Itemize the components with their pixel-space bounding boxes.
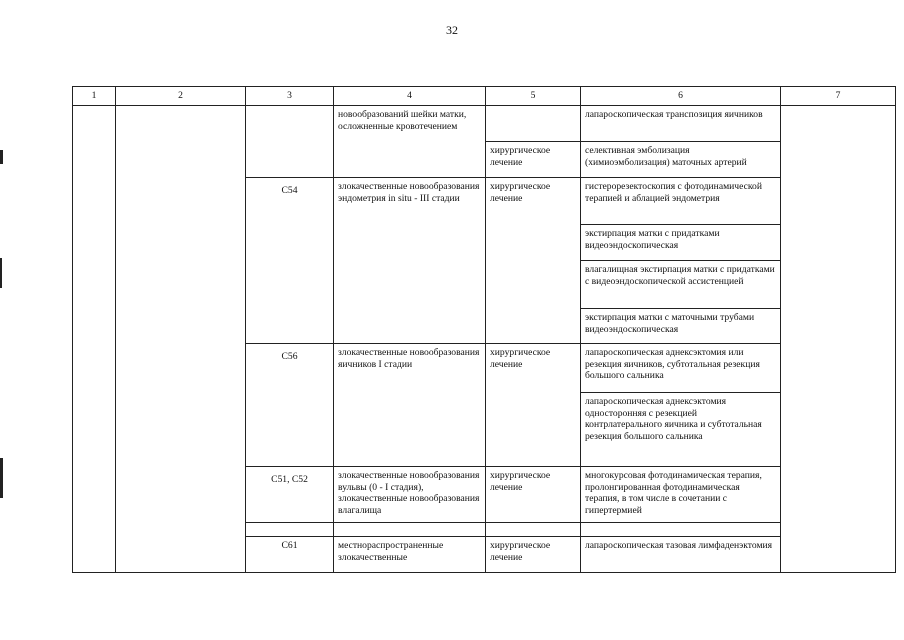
diagnosis-cell: злокачественные новообразования вульвы (0 - I стадия), злокачественные новообразования влагалища (334, 467, 486, 523)
column-header: 7 (781, 87, 896, 106)
treatment-cell: хирургическое лечение (486, 344, 581, 467)
method-cell: экстирпация матки с маточными трубами видеоэндоскопическая (581, 309, 781, 344)
icd-code-cell (246, 106, 334, 178)
scan-edge-mark (0, 150, 3, 164)
scan-edge-mark (0, 258, 2, 288)
diagnosis-cell-empty (334, 523, 486, 537)
icd-code-cell: C54 (246, 178, 334, 344)
scan-edge-mark (0, 458, 3, 498)
column-header: 6 (581, 87, 781, 106)
method-cell: экстирпация матки с придатками видеоэндоскопическая (581, 225, 781, 261)
method-cell: гистерорезектоскопия с фотодинамической терапией и аблацией эндометрия (581, 178, 781, 225)
icd-code-cell: C51, C52 (246, 467, 334, 523)
page-number: 32 (446, 23, 458, 37)
treatment-cell: хирургическое лечение (486, 467, 581, 523)
diagnosis-cell: злокачественные новообразования яичников I стадии (334, 344, 486, 467)
method-cell: влагалищная экстирпация матки с придатками с видеоэндоскопической ассистенцией (581, 261, 781, 309)
diagnosis-cell: злокачественные новообразования эндометрия in situ - III стадии (334, 178, 486, 344)
table-row (73, 106, 896, 142)
method-cell: селективная эмболизация (химиоэмболизация) маточных артерий (581, 142, 781, 178)
column-header: 3 (246, 87, 334, 106)
services-table (72, 86, 896, 573)
method-cell: лапароскопическая аднексэктомия или резекция яичников, субтотальная резекция большого сальника (581, 344, 781, 393)
col2-cell (116, 106, 246, 573)
method-cell: многокурсовая фотодинамическая терапия, пролонгированная фотодинамическая терапия, в том числе в сочетании с гипертермией (581, 467, 781, 523)
col1-cell (73, 106, 116, 573)
column-header: 1 (73, 87, 116, 106)
column-number-row (73, 87, 896, 106)
method-cell: лапароскопическая аднексэктомия односторонняя с резекцией контрлатерального яичника и субтотальная резекция большого сальника (581, 393, 781, 467)
column-header: 2 (116, 87, 246, 106)
icd-code-cell-empty (246, 523, 334, 537)
method-cell: лапароскопическая транспозиция яичников (581, 106, 781, 142)
method-cell: лапароскопическая тазовая лимфаденэктомия (581, 537, 781, 573)
method-cell-empty (581, 523, 781, 537)
icd-code-cell: C61 (246, 537, 334, 573)
treatment-cell: хирургическое лечение (486, 178, 581, 344)
icd-code-cell: C56 (246, 344, 334, 467)
column-header: 4 (334, 87, 486, 106)
diagnosis-cell: новообразований шейки матки, осложненные кровотечением (334, 106, 486, 178)
column-header: 5 (486, 87, 581, 106)
treatment-cell-empty (486, 523, 581, 537)
diagnosis-cell: местнораспространенные злокачественные (334, 537, 486, 573)
treatment-cell: хирургическое лечение (486, 142, 581, 178)
col7-cell (781, 106, 896, 573)
treatment-cell (486, 106, 581, 142)
treatment-cell: хирургическое лечение (486, 537, 581, 573)
